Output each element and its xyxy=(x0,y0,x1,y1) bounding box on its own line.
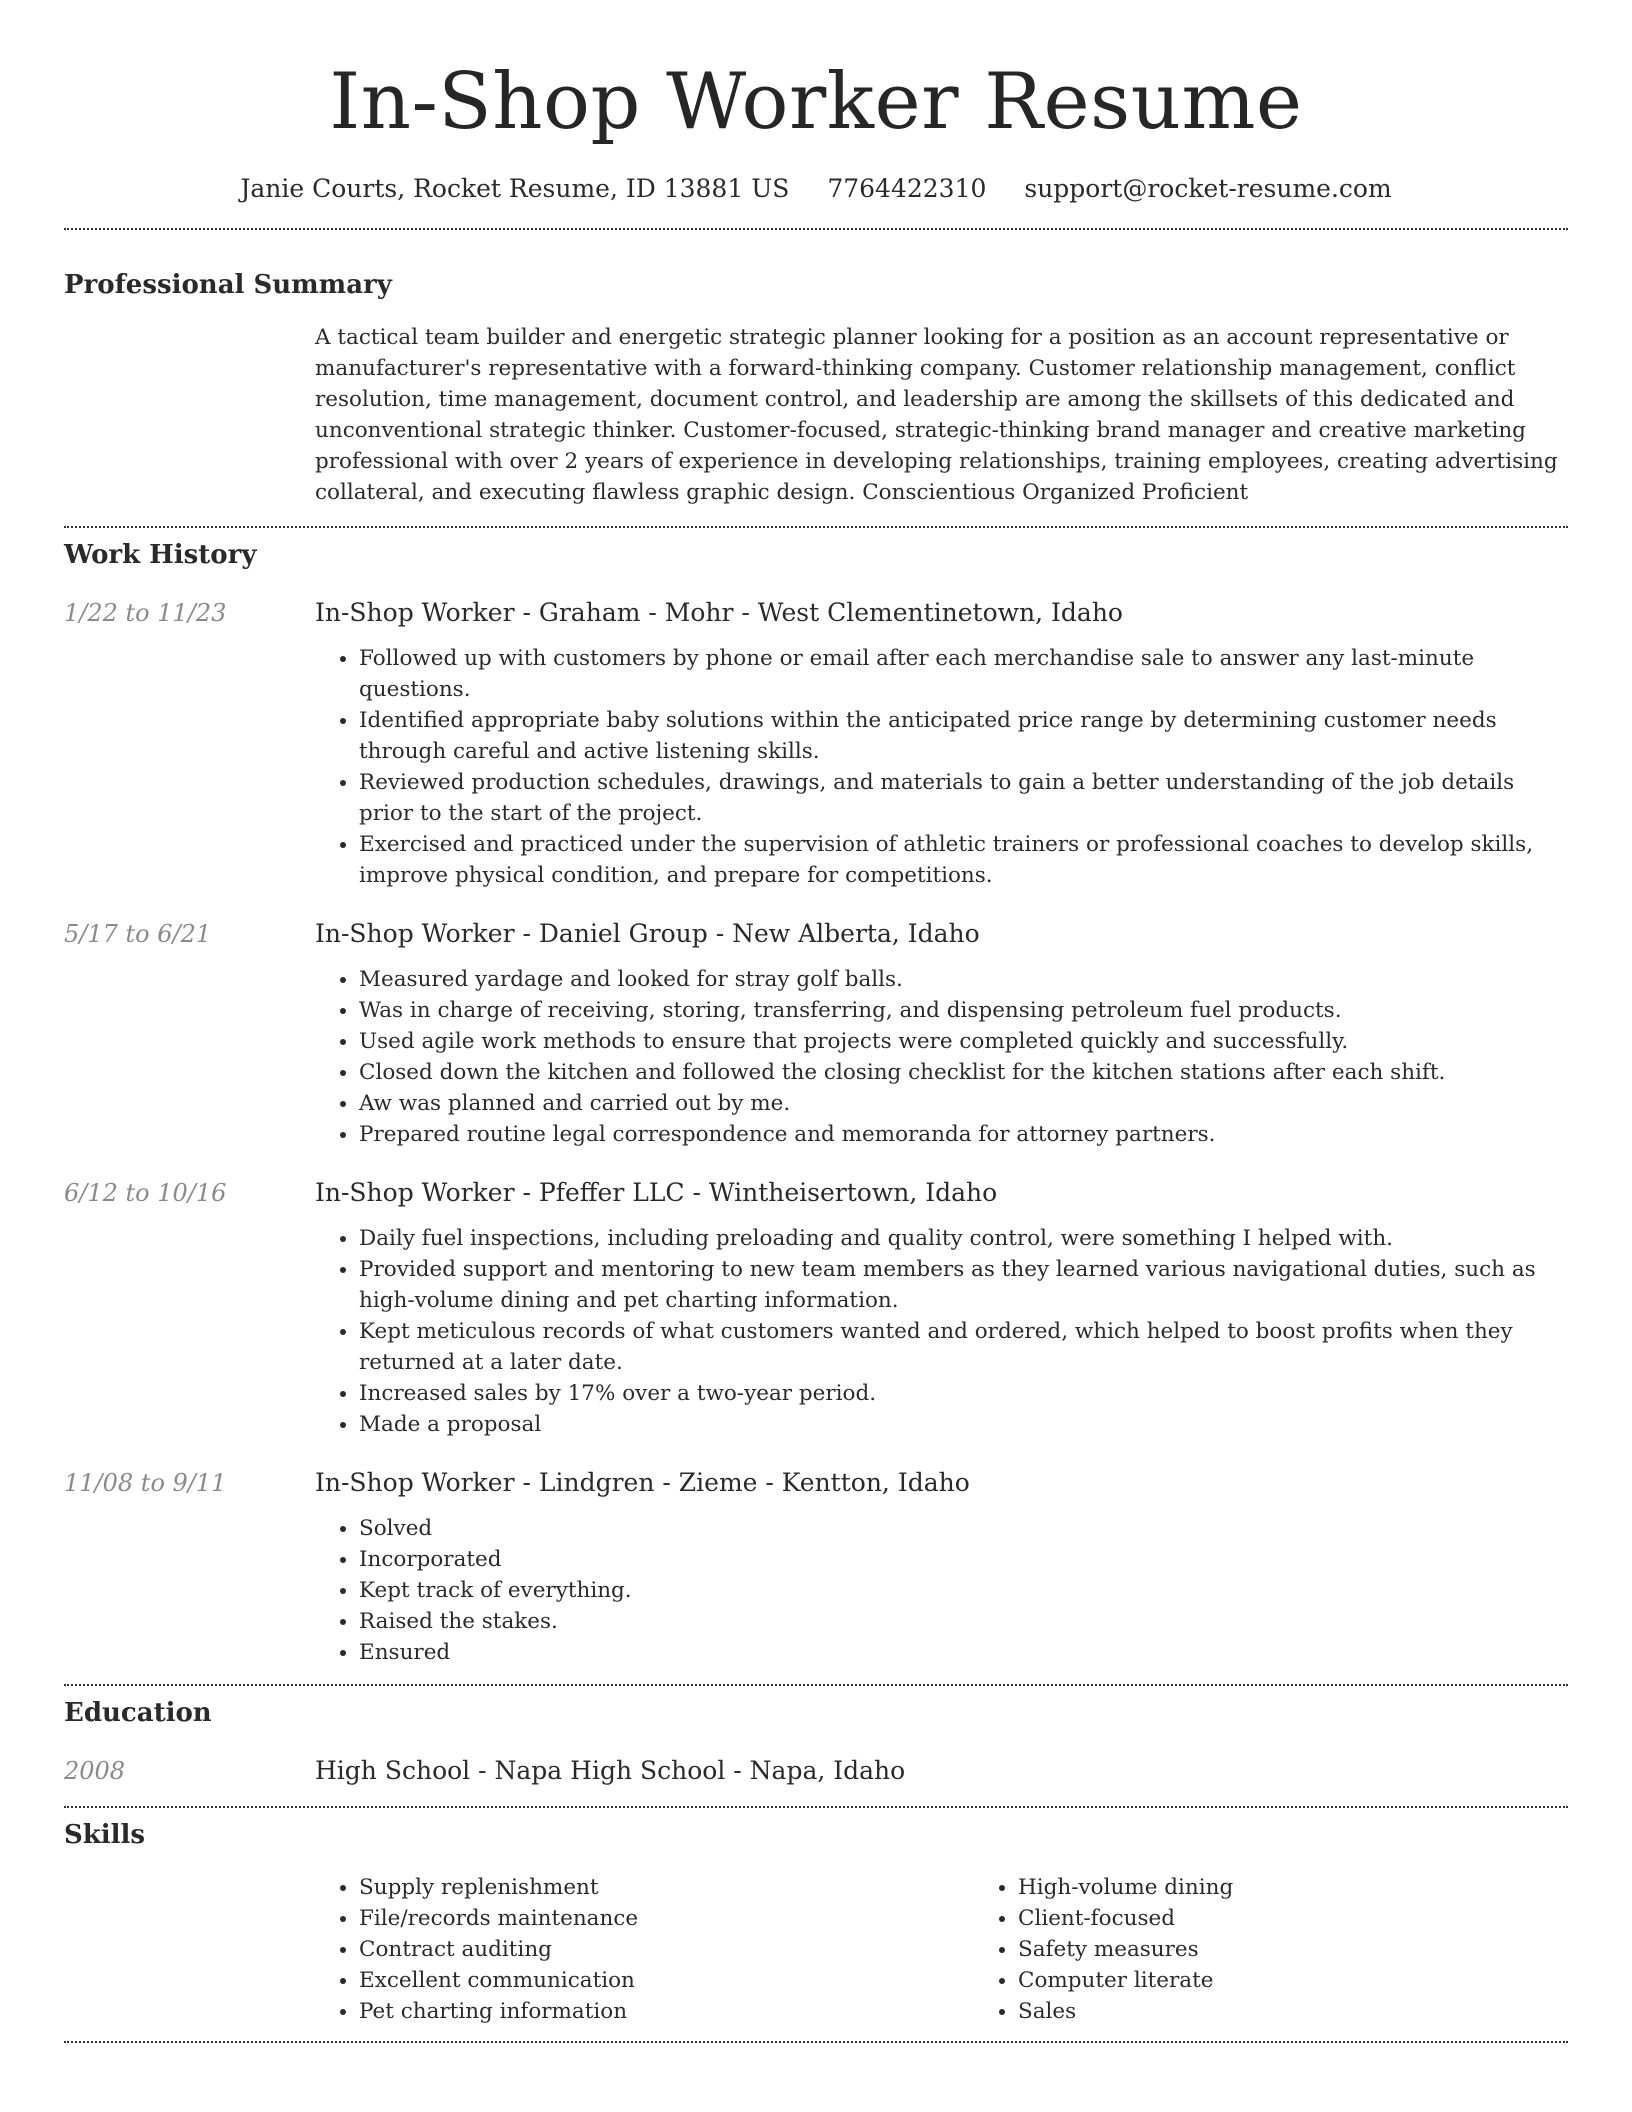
job-heading: In-Shop Worker - Daniel Group - New Alberta, Idaho xyxy=(315,919,980,948)
skill-item: • Sales xyxy=(1018,1996,1632,2027)
list-item: • Prepared routine legal correspondence and memoranda for attorney partners. xyxy=(359,1119,1568,1150)
contact-email: support@rocket-resume.com xyxy=(1024,174,1392,203)
summary-section xyxy=(64,268,1568,508)
list-item: • Increased sales by 17% over a two-year period. xyxy=(359,1378,1568,1409)
contact-address: Janie Courts, Rocket Resume, ID 13881 US xyxy=(240,174,790,203)
skill-item: • Computer literate xyxy=(1018,1965,1632,1996)
list-item: • Ensured xyxy=(359,1637,1568,1668)
list-item: • Daily fuel inspections, including preloading and quality control, were something I helped with. xyxy=(359,1223,1568,1254)
list-item: • Closed down the kitchen and followed the closing checklist for the kitchen stations after each shift. xyxy=(359,1057,1568,1088)
skills-column-2 xyxy=(974,1872,1632,2027)
section-title-education: Education xyxy=(64,1698,212,1728)
divider xyxy=(64,1806,1568,1808)
job-dates: 11/08 to 9/11 xyxy=(64,1469,227,1497)
section-title-summary: Professional Summary xyxy=(64,270,392,300)
education-year: 2008 xyxy=(64,1757,126,1785)
job-entry xyxy=(64,1176,1568,1440)
job-dates: 1/22 to 11/23 xyxy=(64,599,227,627)
skill-item: • Contract auditing xyxy=(359,1934,974,1965)
list-item: • Followed up with customers by phone or email after each merchandise sale to answer any last-minute questions. xyxy=(359,643,1568,705)
education-heading: High School - Napa High School - Napa, Idaho xyxy=(315,1756,906,1785)
job-heading: In-Shop Worker - Lindgren - Zieme - Kentton, Idaho xyxy=(315,1468,970,1497)
list-item: • Identified appropriate baby solutions within the anticipated price range by determining customer needs through careful and active listening skills. xyxy=(359,705,1568,767)
work-history-section xyxy=(64,538,1568,1668)
divider xyxy=(64,1684,1568,1686)
education-entry xyxy=(64,1754,1568,1788)
job-heading: In-Shop Worker - Graham - Mohr - West Clementinetown, Idaho xyxy=(315,598,1123,627)
job-entry xyxy=(64,917,1568,1150)
list-item: • Kept meticulous records of what customers wanted and ordered, which helped to boost profits when they returned at a later date. xyxy=(359,1316,1568,1378)
skill-item: • Safety measures xyxy=(1018,1934,1632,1965)
skill-item: • File/records maintenance xyxy=(359,1903,974,1934)
divider xyxy=(64,526,1568,528)
list-item: • Reviewed production schedules, drawings, and materials to gain a better understanding of the job details prior to the start of the project. xyxy=(359,767,1568,829)
list-item: • Measured yardage and looked for stray golf balls. xyxy=(359,964,1568,995)
job-entry xyxy=(64,1466,1568,1668)
skill-item: • Excellent communication xyxy=(359,1965,974,1996)
contact-line xyxy=(64,172,1568,206)
list-item: • Raised the stakes. xyxy=(359,1606,1568,1637)
list-item: • Used agile work methods to ensure that projects were completed quickly and successfully. xyxy=(359,1026,1568,1057)
resume-title: In-Shop Worker Resume xyxy=(329,57,1303,147)
job-bullets xyxy=(315,643,1568,891)
job-entry xyxy=(64,596,1568,891)
skill-item: • Supply replenishment xyxy=(359,1872,974,1903)
list-item: • Incorporated xyxy=(359,1544,1568,1575)
list-item: • Kept track of everything. xyxy=(359,1575,1568,1606)
list-item: • Was in charge of receiving, storing, transferring, and dispensing petroleum fuel products. xyxy=(359,995,1568,1026)
job-bullets xyxy=(315,1223,1568,1440)
list-item: • Exercised and practiced under the supervision of athletic trainers or professional coaches to develop skills, improve physical condition, and prepare for competitions. xyxy=(359,829,1568,891)
job-dates: 5/17 to 6/21 xyxy=(64,920,212,948)
list-item: • Provided support and mentoring to new team members as they learned various navigational duties, such as high-volume dining and pet charting information. xyxy=(359,1254,1568,1316)
list-item: • Solved xyxy=(359,1513,1568,1544)
list-item: • Aw was planned and carried out by me. xyxy=(359,1088,1568,1119)
skill-item: • High-volume dining xyxy=(1018,1872,1632,1903)
section-title-work-history: Work History xyxy=(64,540,257,570)
job-dates: 6/12 to 10/16 xyxy=(64,1179,227,1207)
skills-section xyxy=(64,1818,1568,2027)
contact-phone: 7764422310 xyxy=(827,174,987,203)
divider xyxy=(64,228,1568,230)
divider xyxy=(64,2041,1568,2043)
list-item: • Made a proposal xyxy=(359,1409,1568,1440)
job-bullets xyxy=(315,964,1568,1150)
summary-text: A tactical team builder and energetic strategic planner looking for a position as an account representative or manufacturer's representative with a forward-thinking company. Customer relationship management, conflict resolution, time management, document control, and leadership are among the skillsets of this dedicated and unconventional strategic thinker. Customer-focused, strategic-thinking brand manager and creative marketing professional with over 2 years of experience in developing relationships, training employees, creating advertising collateral, and executing flawless graphic design. Conscientious Organized Proficient xyxy=(315,325,1558,505)
skills-grid xyxy=(315,1872,1632,2027)
skill-item: • Pet charting information xyxy=(359,1996,974,2027)
education-section xyxy=(64,1696,1568,1788)
skills-column-1 xyxy=(315,1872,974,2027)
skill-item: • Client-focused xyxy=(1018,1903,1632,1934)
job-heading: In-Shop Worker - Pfeffer LLC - Wintheisertown, Idaho xyxy=(315,1178,998,1207)
job-bullets xyxy=(315,1513,1568,1668)
section-title-skills: Skills xyxy=(64,1820,146,1850)
